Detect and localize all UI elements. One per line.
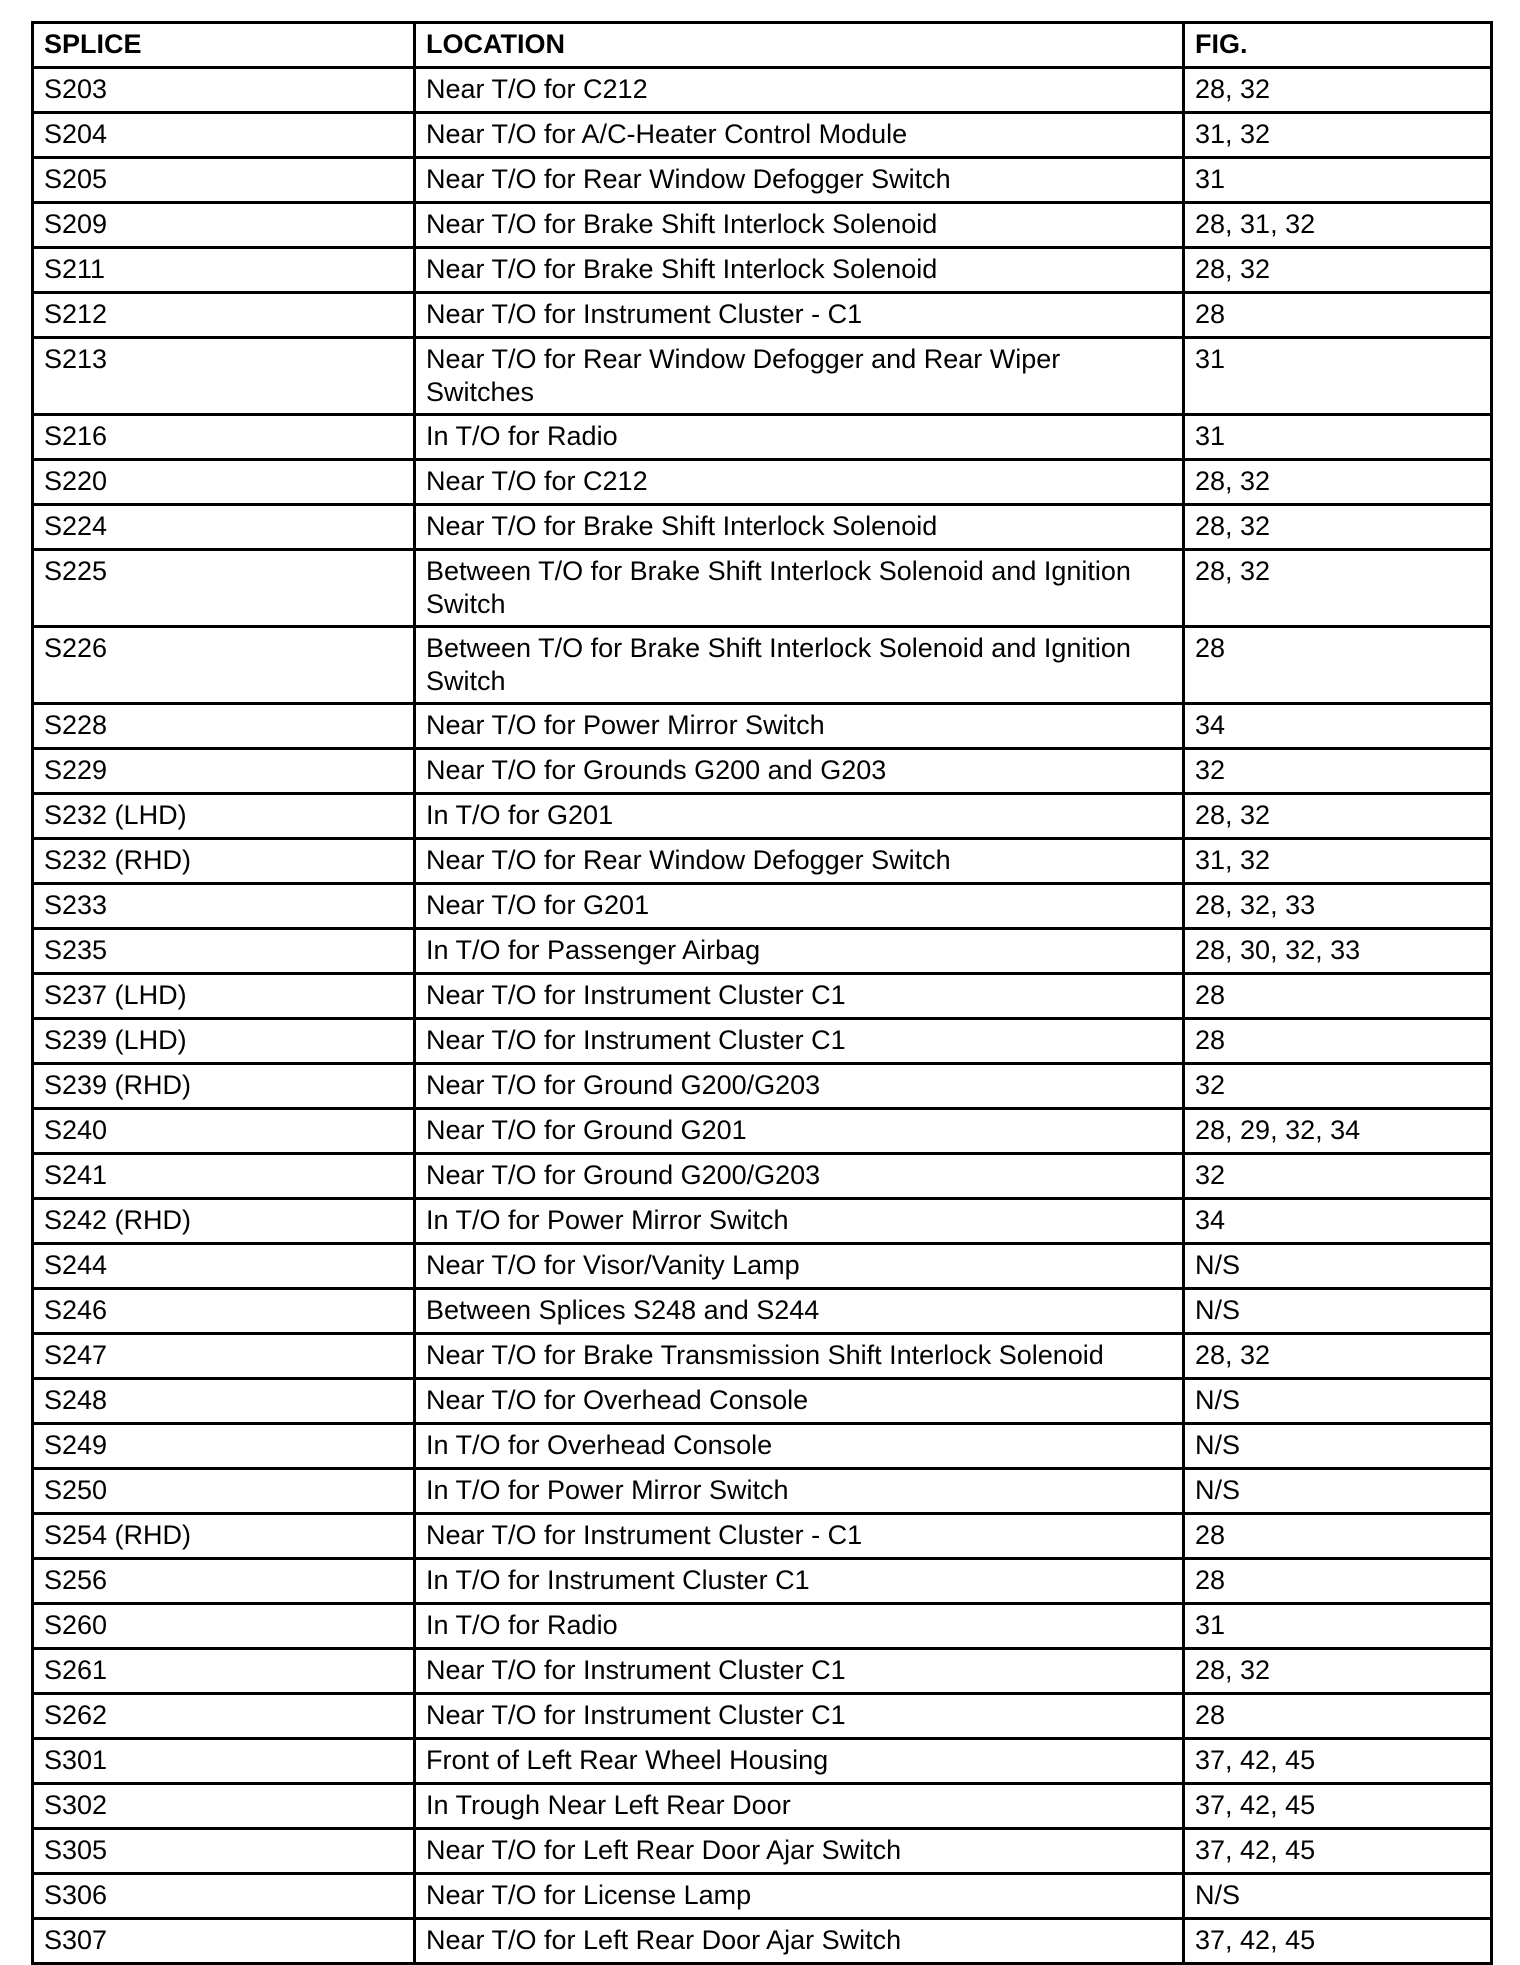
location-cell: Near T/O for C212 (415, 68, 1184, 113)
splice-cell: S244 (33, 1244, 415, 1289)
splice-cell: S209 (33, 203, 415, 248)
location-cell: In T/O for Passenger Airbag (415, 929, 1184, 974)
column-header-splice: SPLICE (33, 23, 415, 68)
fig-cell: 28 (1184, 1559, 1492, 1604)
table-row (33, 550, 1492, 627)
fig-cell: N/S (1184, 1469, 1492, 1514)
splice-cell: S242 (RHD) (33, 1199, 415, 1244)
location-cell: Near T/O for Instrument Cluster - C1 (415, 293, 1184, 338)
location-cell: Near T/O for Ground G200/G203 (415, 1154, 1184, 1199)
fig-cell: 28, 32 (1184, 68, 1492, 113)
splice-cell: S247 (33, 1334, 415, 1379)
location-cell: Near T/O for Brake Shift Interlock Solenoid (415, 505, 1184, 550)
location-cell: Near T/O for Visor/Vanity Lamp (415, 1244, 1184, 1289)
fig-cell: 28, 32 (1184, 794, 1492, 839)
splice-cell: S246 (33, 1289, 415, 1334)
fig-cell: 31, 32 (1184, 113, 1492, 158)
location-cell: Near T/O for Instrument Cluster C1 (415, 1019, 1184, 1064)
table-row (33, 203, 1492, 248)
fig-cell: 31 (1184, 338, 1492, 415)
fig-cell: 28 (1184, 1514, 1492, 1559)
splice-cell: S239 (RHD) (33, 1064, 415, 1109)
fig-cell: 28, 32 (1184, 550, 1492, 627)
table-row (33, 1064, 1492, 1109)
fig-cell: N/S (1184, 1289, 1492, 1334)
splice-cell: S307 (33, 1919, 415, 1964)
splice-cell: S250 (33, 1469, 415, 1514)
fig-cell: 34 (1184, 1199, 1492, 1244)
splice-cell: S235 (33, 929, 415, 974)
splice-cell: S216 (33, 415, 415, 460)
splice-cell: S211 (33, 248, 415, 293)
table-row (33, 1424, 1492, 1469)
location-cell: Between T/O for Brake Shift Interlock Solenoid and Ignition Switch (415, 627, 1184, 704)
fig-cell: 28, 29, 32, 34 (1184, 1109, 1492, 1154)
fig-cell: 37, 42, 45 (1184, 1784, 1492, 1829)
splice-cell: S302 (33, 1784, 415, 1829)
table-row (33, 1289, 1492, 1334)
location-cell: Near T/O for G201 (415, 884, 1184, 929)
location-cell: Near T/O for Brake Shift Interlock Solenoid (415, 248, 1184, 293)
table-row (33, 158, 1492, 203)
table-row (33, 1874, 1492, 1919)
splice-cell: S241 (33, 1154, 415, 1199)
table-row (33, 839, 1492, 884)
splice-cell: S220 (33, 460, 415, 505)
table-row (33, 1334, 1492, 1379)
location-cell: Near T/O for Rear Window Defogger and Rear Wiper Switches (415, 338, 1184, 415)
splice-cell: S233 (33, 884, 415, 929)
splice-cell: S232 (LHD) (33, 794, 415, 839)
fig-cell: 31 (1184, 1604, 1492, 1649)
splice-location-table (31, 21, 1493, 1965)
location-cell: In T/O for Radio (415, 1604, 1184, 1649)
table-row (33, 1829, 1492, 1874)
table-row (33, 1604, 1492, 1649)
table-row (33, 1514, 1492, 1559)
splice-cell: S254 (RHD) (33, 1514, 415, 1559)
table-row (33, 1154, 1492, 1199)
fig-cell: 31 (1184, 415, 1492, 460)
splice-cell: S204 (33, 113, 415, 158)
location-cell: Near T/O for Brake Shift Interlock Solenoid (415, 203, 1184, 248)
table-row (33, 1469, 1492, 1514)
splice-cell: S305 (33, 1829, 415, 1874)
table-row (33, 1379, 1492, 1424)
location-cell: Near T/O for Left Rear Door Ajar Switch (415, 1829, 1184, 1874)
fig-cell: 28, 32 (1184, 1334, 1492, 1379)
table-row (33, 68, 1492, 113)
splice-cell: S213 (33, 338, 415, 415)
splice-cell: S229 (33, 749, 415, 794)
fig-cell: 28 (1184, 293, 1492, 338)
location-cell: Near T/O for Ground G200/G203 (415, 1064, 1184, 1109)
table-row (33, 794, 1492, 839)
table-row (33, 1244, 1492, 1289)
fig-cell: 28, 32 (1184, 505, 1492, 550)
table-row (33, 1559, 1492, 1604)
fig-cell: 28, 31, 32 (1184, 203, 1492, 248)
table-row (33, 248, 1492, 293)
table-row (33, 1739, 1492, 1784)
fig-cell: 28 (1184, 1694, 1492, 1739)
splice-cell: S226 (33, 627, 415, 704)
table-row (33, 1199, 1492, 1244)
splice-cell: S224 (33, 505, 415, 550)
table-row (33, 929, 1492, 974)
fig-cell: 28, 32 (1184, 1649, 1492, 1694)
location-cell: In T/O for Overhead Console (415, 1424, 1184, 1469)
splice-cell: S249 (33, 1424, 415, 1469)
table-row (33, 113, 1492, 158)
splice-cell: S256 (33, 1559, 415, 1604)
splice-cell: S240 (33, 1109, 415, 1154)
location-cell: In T/O for Power Mirror Switch (415, 1199, 1184, 1244)
splice-cell: S248 (33, 1379, 415, 1424)
table-row (33, 1919, 1492, 1964)
location-cell: Near T/O for Rear Window Defogger Switch (415, 839, 1184, 884)
fig-cell: 28 (1184, 1019, 1492, 1064)
fig-cell: 28, 30, 32, 33 (1184, 929, 1492, 974)
location-cell: Near T/O for Grounds G200 and G203 (415, 749, 1184, 794)
table-row (33, 505, 1492, 550)
table-row (33, 1694, 1492, 1739)
table-header-row (33, 23, 1492, 68)
splice-cell: S225 (33, 550, 415, 627)
location-cell: Between Splices S248 and S244 (415, 1289, 1184, 1334)
fig-cell: 31 (1184, 158, 1492, 203)
table-row (33, 627, 1492, 704)
splice-cell: S203 (33, 68, 415, 113)
column-header-location: LOCATION (415, 23, 1184, 68)
fig-cell: N/S (1184, 1379, 1492, 1424)
location-cell: Near T/O for Instrument Cluster C1 (415, 1649, 1184, 1694)
location-cell: In T/O for G201 (415, 794, 1184, 839)
splice-cell: S205 (33, 158, 415, 203)
fig-cell: 28 (1184, 974, 1492, 1019)
splice-cell: S301 (33, 1739, 415, 1784)
location-cell: In T/O for Power Mirror Switch (415, 1469, 1184, 1514)
table-row (33, 749, 1492, 794)
location-cell: Near T/O for Rear Window Defogger Switch (415, 158, 1184, 203)
splice-cell: S260 (33, 1604, 415, 1649)
fig-cell: 28, 32, 33 (1184, 884, 1492, 929)
splice-cell: S228 (33, 704, 415, 749)
location-cell: Near T/O for A/C-Heater Control Module (415, 113, 1184, 158)
location-cell: Near T/O for Instrument Cluster C1 (415, 1694, 1184, 1739)
table-row (33, 1109, 1492, 1154)
table-row (33, 338, 1492, 415)
table-row (33, 1019, 1492, 1064)
splice-cell: S237 (LHD) (33, 974, 415, 1019)
location-cell: Front of Left Rear Wheel Housing (415, 1739, 1184, 1784)
fig-cell: 37, 42, 45 (1184, 1829, 1492, 1874)
location-cell: Near T/O for Ground G201 (415, 1109, 1184, 1154)
splice-cell: S306 (33, 1874, 415, 1919)
fig-cell: 28, 32 (1184, 460, 1492, 505)
table-row (33, 884, 1492, 929)
splice-cell: S262 (33, 1694, 415, 1739)
splice-table-container (31, 21, 1493, 1965)
fig-cell: 28, 32 (1184, 248, 1492, 293)
fig-cell: 34 (1184, 704, 1492, 749)
fig-cell: 28 (1184, 627, 1492, 704)
location-cell: Near T/O for Overhead Console (415, 1379, 1184, 1424)
splice-cell: S212 (33, 293, 415, 338)
fig-cell: 37, 42, 45 (1184, 1919, 1492, 1964)
table-row (33, 1784, 1492, 1829)
column-header-fig: FIG. (1184, 23, 1492, 68)
location-cell: Near T/O for Instrument Cluster - C1 (415, 1514, 1184, 1559)
fig-cell: N/S (1184, 1874, 1492, 1919)
location-cell: In T/O for Radio (415, 415, 1184, 460)
location-cell: Near T/O for Instrument Cluster C1 (415, 974, 1184, 1019)
location-cell: Near T/O for Power Mirror Switch (415, 704, 1184, 749)
fig-cell: 31, 32 (1184, 839, 1492, 884)
table-row (33, 704, 1492, 749)
table-row (33, 460, 1492, 505)
location-cell: In Trough Near Left Rear Door (415, 1784, 1184, 1829)
fig-cell: 32 (1184, 749, 1492, 794)
fig-cell: 32 (1184, 1154, 1492, 1199)
splice-cell: S239 (LHD) (33, 1019, 415, 1064)
location-cell: Between T/O for Brake Shift Interlock Solenoid and Ignition Switch (415, 550, 1184, 627)
table-row (33, 293, 1492, 338)
table-row (33, 974, 1492, 1019)
fig-cell: N/S (1184, 1424, 1492, 1469)
splice-cell: S261 (33, 1649, 415, 1694)
location-cell: Near T/O for Left Rear Door Ajar Switch (415, 1919, 1184, 1964)
location-cell: Near T/O for Brake Transmission Shift Interlock Solenoid (415, 1334, 1184, 1379)
fig-cell: 37, 42, 45 (1184, 1739, 1492, 1784)
location-cell: Near T/O for License Lamp (415, 1874, 1184, 1919)
fig-cell: N/S (1184, 1244, 1492, 1289)
location-cell: In T/O for Instrument Cluster C1 (415, 1559, 1184, 1604)
table-row (33, 1649, 1492, 1694)
fig-cell: 32 (1184, 1064, 1492, 1109)
table-row (33, 415, 1492, 460)
location-cell: Near T/O for C212 (415, 460, 1184, 505)
splice-cell: S232 (RHD) (33, 839, 415, 884)
